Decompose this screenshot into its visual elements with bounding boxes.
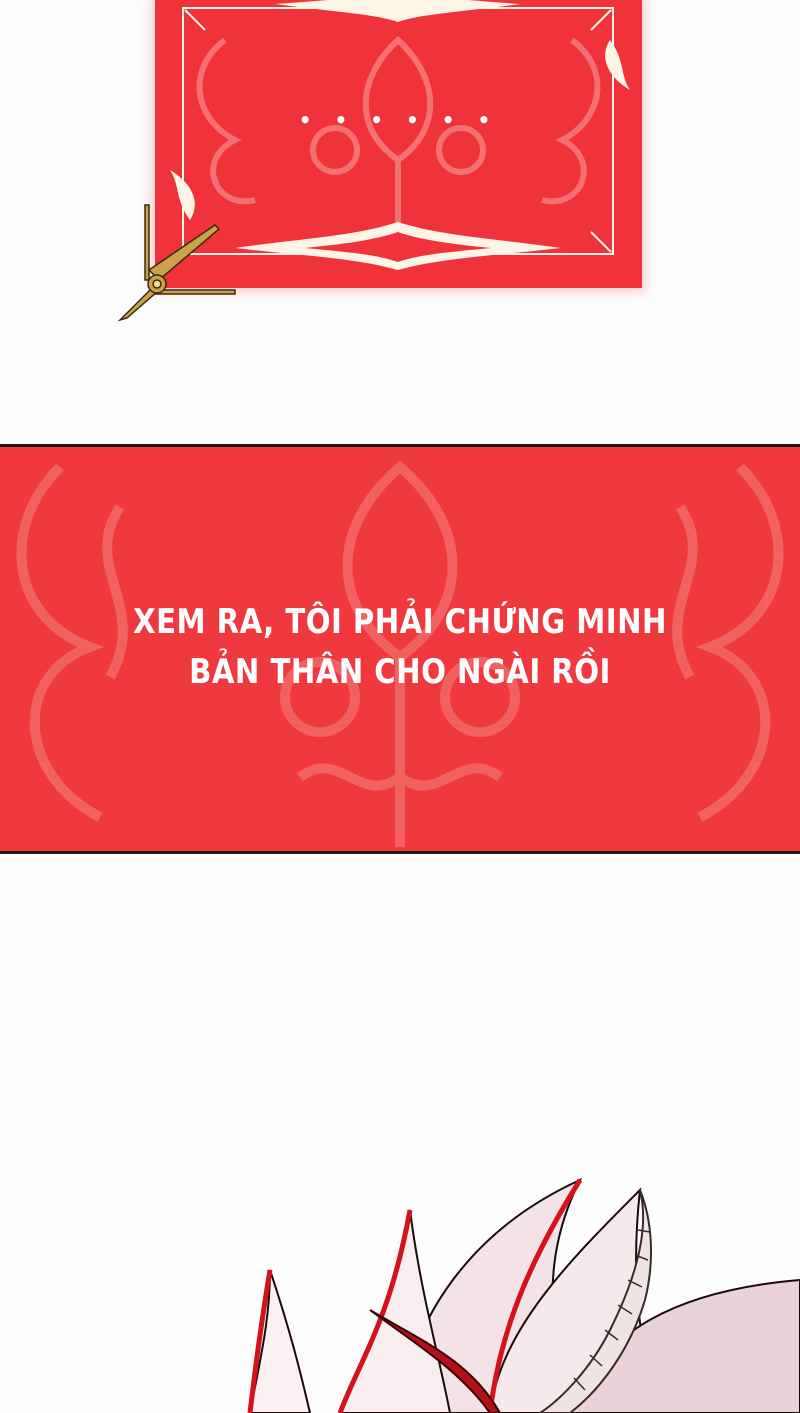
- ellipsis-dialogue: • • • • • •: [298, 108, 499, 132]
- caption-box: [0, 444, 800, 854]
- caption-line-1: XEM RA, TÔI PHẢI CHỨNG MINH: [133, 602, 667, 642]
- character-hair-horn-illustration: [240, 1170, 800, 1413]
- gold-corner-ornament-icon: [115, 200, 240, 325]
- caption-text: [56, 597, 744, 697]
- caption-line-2: BẢN THÂN CHO NGÀI RỒI: [189, 652, 611, 692]
